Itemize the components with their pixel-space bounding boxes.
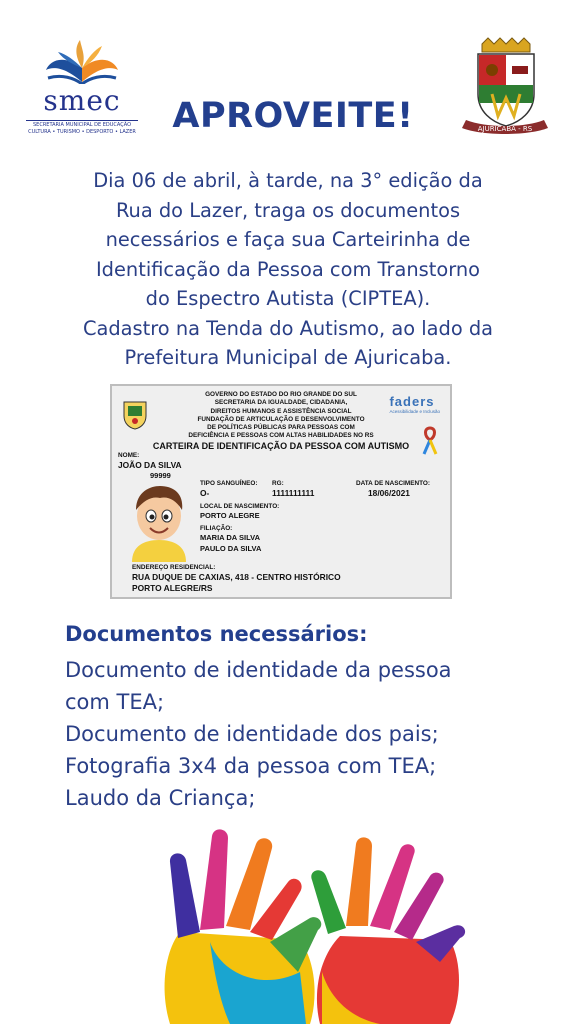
smec-logo [26, 38, 138, 136]
parents-label: FILIAÇÃO: [200, 525, 233, 532]
address-line-1: RUA DUQUE DE CAXIAS, 418 - CENTRO HISTÓRICO [132, 572, 341, 582]
announcement-line: Dia 06 de abril, à tarde, na 3° edição da [93, 169, 483, 192]
document-item: Fotografia 3x4 da pessoa com TEA; [65, 754, 437, 778]
birthplace-label: LOCAL DE NASCIMENTO: [200, 503, 280, 510]
document-item: com TEA; [65, 690, 165, 714]
address-line-2: PORTO ALEGRE/RS [132, 583, 213, 593]
card-header-line: DEFICIÊNCIA E PESSOAS COM ALTAS HABILIDADES NO RS [188, 432, 374, 440]
announcement-line: Prefeitura Municipal de Ajuricaba. [124, 346, 452, 369]
address-label: ENDEREÇO RESIDENCIAL: [132, 564, 216, 571]
blood-type-label: TIPO SANGUÍNEO: [200, 480, 258, 487]
smec-subtitle-line1: SECRETARIA MUNICIPAL DE EDUCAÇÃO [26, 120, 138, 129]
birth-date-label: DATA DE NASCIMENTO: [356, 480, 430, 487]
birthplace-value: PORTO ALEGRE [200, 511, 260, 520]
announcement-text [60, 166, 516, 373]
name-label: NOME: [118, 452, 140, 459]
card-header-line: SECRETARIA DA IGUALDADE, CIDADANIA, [214, 399, 348, 407]
painted-hands-icon [150, 822, 480, 1024]
crest-ribbon-text: AJURICABA - RS [477, 125, 533, 133]
headline: APROVEITE! [172, 96, 414, 136]
card-header-line: DIREITOS HUMANOS E ASSISTÊNCIA SOCIAL [210, 407, 352, 415]
parent-2: PAULO DA SILVA [200, 544, 262, 553]
card-title: CARTEIRA DE IDENTIFICAÇÃO DA PESSOA COM AUTISMO [152, 441, 410, 451]
birth-date-value: 18/06/2021 [368, 488, 410, 498]
smec-subtitle-line2: CULTURA • TURISMO • DESPORTO • LAZER [28, 129, 136, 135]
parent-1: MARIA DA SILVA [200, 533, 260, 542]
name-value: JOÃO DA SILVA [118, 460, 182, 470]
document-item: Documento de identidade da pessoa [65, 658, 452, 682]
smec-wordmark: smec [43, 84, 121, 117]
child-avatar [124, 480, 194, 562]
painted-hands-illustration [150, 822, 480, 1024]
announcement-line: Rua do Lazer, traga os documentos [115, 198, 461, 222]
faders-logo [389, 394, 440, 414]
rg-value: 1111111111 [272, 488, 315, 498]
announcement-line: Identificação da Pessoa com Transtorno [95, 257, 481, 281]
coat-of-arms-icon [452, 36, 558, 142]
faders-wordmark: faders [389, 394, 435, 409]
faders-subtitle: Acessibilidade e Inclusão [389, 409, 440, 414]
document-item: Documento de identidade dos pais; [65, 722, 439, 746]
municipal-crest [452, 36, 558, 142]
card-header-line: DE POLÍTICAS PÚBLICAS PARA PESSOAS COM [207, 424, 355, 432]
announcement-line: do Espectro Autista (CIPTEA). [145, 287, 431, 310]
card-number: 99999 [150, 471, 171, 480]
blood-type-value: O- [200, 488, 210, 498]
announcement-line: necessários e faça sua Carteirinha de [105, 228, 471, 251]
announcement-line: Cadastro na Tenda do Autismo, ao lado da [82, 316, 494, 340]
card-header-line: GOVERNO DO ESTADO DO RIO GRANDE DO SUL [205, 391, 357, 398]
rg-label: RG: [272, 480, 284, 487]
document-item: Laudo da Criança; [65, 786, 256, 810]
book-flame-icon [36, 38, 128, 84]
card-header-line: FUNDAÇÃO DE ARTICULAÇÃO E DESENVOLVIMENTO [197, 415, 365, 423]
documents-title: Documentos necessários: [65, 622, 368, 646]
documents-list [65, 654, 545, 814]
id-card-sample [110, 384, 452, 599]
smec-subtitle [26, 120, 138, 136]
